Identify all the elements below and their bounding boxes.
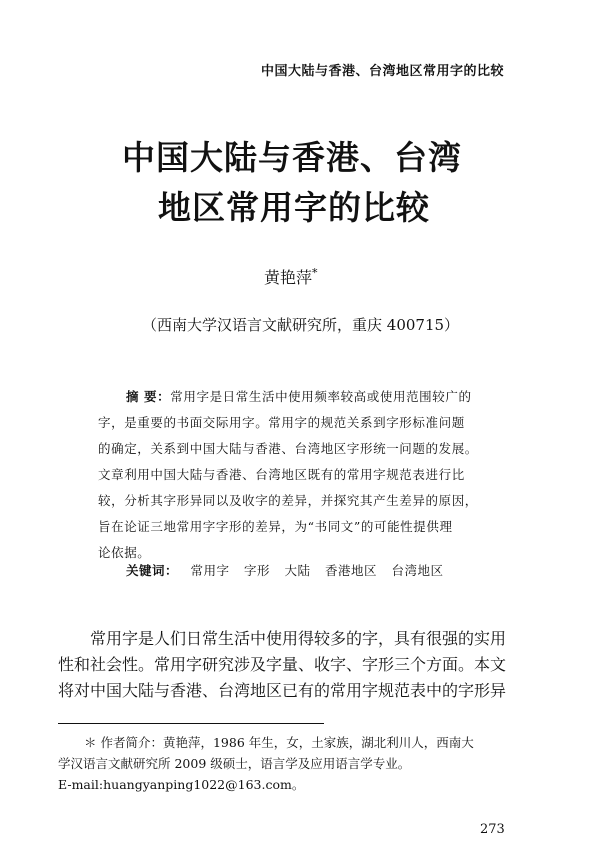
abstract-line: 的确定，关系到中国大陆与香港、台湾地区字形统一问题的发展。 [98, 441, 478, 456]
running-head: 中国大陆与香港、台湾地区常用字的比较 [260, 64, 504, 79]
body-line: 性和社会性。常用字研究涉及字量、收字、字形三个方面。本文 [58, 655, 507, 674]
keywords [126, 561, 446, 579]
footnote-line: 学汉语言文献研究所 2009 级硕士，语言学及应用语言学专业。 [58, 756, 411, 771]
body-paragraph [58, 626, 514, 704]
keyword: 台湾地区 [391, 563, 444, 578]
title-line-2: 地区常用字的比较 [158, 188, 430, 227]
abstract-label: 摘 要： [126, 389, 171, 404]
keywords-label: 关键词： [126, 563, 179, 578]
author-footnote [58, 732, 518, 795]
keyword: 大陆 [284, 563, 311, 578]
affiliation: （西南大学汉语言文献研究所，重庆 400715） [142, 316, 460, 334]
keyword: 常用字 [190, 563, 230, 578]
footnote-line: ＊ 作者简介：黄艳萍，1986 年生，女，土家族，湖北利川人，西南大 [84, 735, 474, 750]
abstract-text: 常用字是日常生活中使用频率较高或使用范围较广的 [170, 389, 472, 404]
footnote-line: E-mail:huangyanping1022@163.com。 [58, 777, 305, 792]
abstract-line: 旨在论证三地常用字字形的差异，为“书同文”的可能性提供理 [98, 519, 453, 534]
abstract-line: 论依据。 [98, 545, 151, 560]
abstract [98, 384, 498, 566]
abstract-line [98, 384, 498, 410]
keyword: 字形 [244, 563, 271, 578]
body-line: 常用字是人们日常生活中使用得较多的字，具有很强的实用 [90, 629, 507, 648]
keyword: 香港地区 [325, 563, 378, 578]
author-name: 黄艳萍 [264, 268, 313, 287]
author [264, 265, 318, 288]
footnote-divider [58, 723, 324, 724]
abstract-line: 较，分析其字形异同以及收字的差异，并探究其产生差异的原因， [98, 493, 478, 508]
abstract-line: 文章利用中国大陆与香港、台湾地区既有的常用字规范表进行比 [98, 467, 465, 482]
body-line: 将对中国大陆与香港、台湾地区已有的常用字规范表中的字形异 [58, 681, 507, 700]
title-line-1: 中国大陆与香港、台湾 [122, 138, 462, 177]
abstract-line: 字，是重要的书面交际用字。常用字的规范关系到字形标准问题 [98, 415, 465, 430]
author-footnote-mark: * [312, 266, 318, 280]
page-number: 273 [480, 822, 505, 837]
